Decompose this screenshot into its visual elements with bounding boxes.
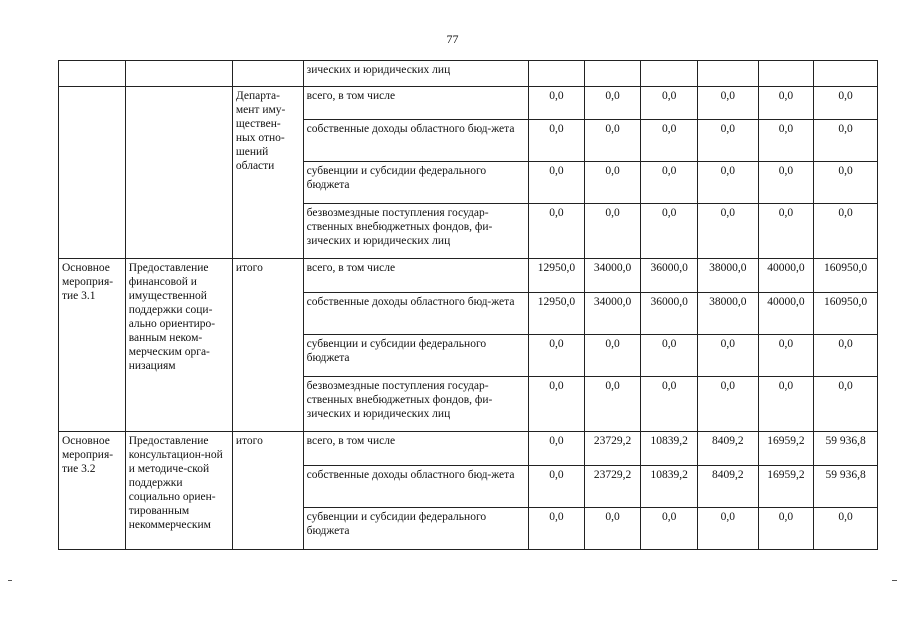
cell-value: 0,0 — [814, 377, 878, 432]
cell-value: 0,0 — [641, 120, 698, 162]
cell-value: 0,0 — [584, 508, 641, 550]
cell-value — [529, 61, 585, 87]
cell-value: 0,0 — [697, 335, 758, 377]
cell-executor: итого — [232, 432, 303, 550]
cell-value: 0,0 — [814, 204, 878, 259]
cell-value: 160950,0 — [814, 259, 878, 293]
cell-value: 12950,0 — [529, 293, 585, 335]
cell-value: 0,0 — [584, 204, 641, 259]
cell-value — [641, 61, 698, 87]
cell-value: 23729,2 — [584, 432, 641, 466]
cell-value — [758, 61, 814, 87]
cell-value: 0,0 — [529, 120, 585, 162]
cell-value: 59 936,8 — [814, 432, 878, 466]
cell-value: 38000,0 — [697, 259, 758, 293]
cell-value: 36000,0 — [641, 259, 698, 293]
cell-value: 0,0 — [814, 162, 878, 204]
table-row — [59, 61, 878, 87]
cell-value: 0,0 — [697, 120, 758, 162]
cell-value: 0,0 — [814, 508, 878, 550]
cell-source: собственные доходы областного бюд-жета — [303, 120, 528, 162]
cell-source: всего, в том числе — [303, 432, 528, 466]
cell-value: 0,0 — [529, 466, 585, 508]
cell-value: 0,0 — [641, 335, 698, 377]
cell-value: 10839,2 — [641, 432, 698, 466]
cell-value: 16959,2 — [758, 432, 814, 466]
cell-value: 0,0 — [758, 162, 814, 204]
cell-value: 0,0 — [584, 377, 641, 432]
cell-value: 0,0 — [697, 87, 758, 120]
cell-value: 38000,0 — [697, 293, 758, 335]
cell-value: 0,0 — [641, 204, 698, 259]
cell-value: 34000,0 — [584, 259, 641, 293]
cell-value: 0,0 — [758, 204, 814, 259]
cell-value: 8409,2 — [697, 432, 758, 466]
cell-activity — [59, 87, 126, 259]
table-row — [59, 259, 878, 293]
cell-value: 0,0 — [814, 120, 878, 162]
cell-value: 0,0 — [584, 87, 641, 120]
page-number: 77 — [446, 32, 459, 46]
cell-value: 0,0 — [529, 508, 585, 550]
cell-name — [125, 87, 232, 259]
cell-value: 0,0 — [814, 335, 878, 377]
cell-value: 0,0 — [697, 377, 758, 432]
scan-edge-marks — [0, 575, 905, 587]
cell-value: 0,0 — [758, 508, 814, 550]
cell-source: собственные доходы областного бюд-жета — [303, 466, 528, 508]
table-row — [59, 432, 878, 466]
cell-source: субвенции и субсидии федерального бюджета — [303, 162, 528, 204]
cell-value: 0,0 — [584, 335, 641, 377]
cell-source: всего, в том числе — [303, 259, 528, 293]
cell-source: зических и юридических лиц — [303, 61, 528, 87]
cell-value: 0,0 — [697, 162, 758, 204]
cell-value: 0,0 — [529, 162, 585, 204]
cell-value: 0,0 — [758, 335, 814, 377]
cell-value: 0,0 — [641, 162, 698, 204]
cell-source: безвозмездные поступления государ-ственных внебюджетных фондов, фи-зических и юридических лиц — [303, 377, 528, 432]
cell-activity: Основное мероприя-тие 3.2 — [59, 432, 126, 550]
cell-source: собственные доходы областного бюд-жета — [303, 293, 528, 335]
cell-name: Предоставление финансовой и имущественной поддержки соци-ально ориентиро-ванным неком-мерческим орга-низациям — [125, 259, 232, 432]
cell-value: 0,0 — [758, 120, 814, 162]
cell-value: 8409,2 — [697, 466, 758, 508]
cell-activity: Основное мероприя-тие 3.1 — [59, 259, 126, 432]
cell-executor — [232, 61, 303, 87]
cell-value: 160950,0 — [814, 293, 878, 335]
cell-value: 0,0 — [529, 335, 585, 377]
cell-value: 0,0 — [641, 377, 698, 432]
cell-name: Предоставление консультацион-ной и методиче-ской поддержки социально ориен-тированным некоммерческим — [125, 432, 232, 550]
cell-value: 40000,0 — [758, 293, 814, 335]
cell-value — [814, 61, 878, 87]
cell-value — [584, 61, 641, 87]
cell-value: 0,0 — [697, 508, 758, 550]
cell-value: 0,0 — [584, 120, 641, 162]
cell-value: 0,0 — [529, 87, 585, 120]
cell-value: 10839,2 — [641, 466, 698, 508]
cell-value: 34000,0 — [584, 293, 641, 335]
cell-value: 0,0 — [697, 204, 758, 259]
table-row — [59, 87, 878, 120]
cell-value: 59 936,8 — [814, 466, 878, 508]
cell-activity — [59, 61, 126, 87]
cell-executor: Департа-мент иму-ществен-ных отно-шений области — [232, 87, 303, 259]
cell-value: 0,0 — [529, 377, 585, 432]
budget-table — [58, 60, 878, 550]
cell-value: 0,0 — [584, 162, 641, 204]
cell-value: 36000,0 — [641, 293, 698, 335]
cell-source: субвенции и субсидии федерального бюджета — [303, 508, 528, 550]
cell-value: 0,0 — [641, 508, 698, 550]
cell-value: 0,0 — [529, 204, 585, 259]
cell-value: 16959,2 — [758, 466, 814, 508]
cell-value: 0,0 — [814, 87, 878, 120]
cell-value: 0,0 — [529, 432, 585, 466]
cell-value: 0,0 — [758, 87, 814, 120]
cell-source: всего, в том числе — [303, 87, 528, 120]
cell-value: 0,0 — [758, 377, 814, 432]
cell-name — [125, 61, 232, 87]
cell-source: субвенции и субсидии федерального бюджета — [303, 335, 528, 377]
cell-value: 0,0 — [641, 87, 698, 120]
cell-value — [697, 61, 758, 87]
cell-source: безвозмездные поступления государ-ственных внебюджетных фондов, фи-зических и юридических лиц — [303, 204, 528, 259]
cell-value: 23729,2 — [584, 466, 641, 508]
cell-value: 40000,0 — [758, 259, 814, 293]
cell-value: 12950,0 — [529, 259, 585, 293]
cell-executor: итого — [232, 259, 303, 432]
